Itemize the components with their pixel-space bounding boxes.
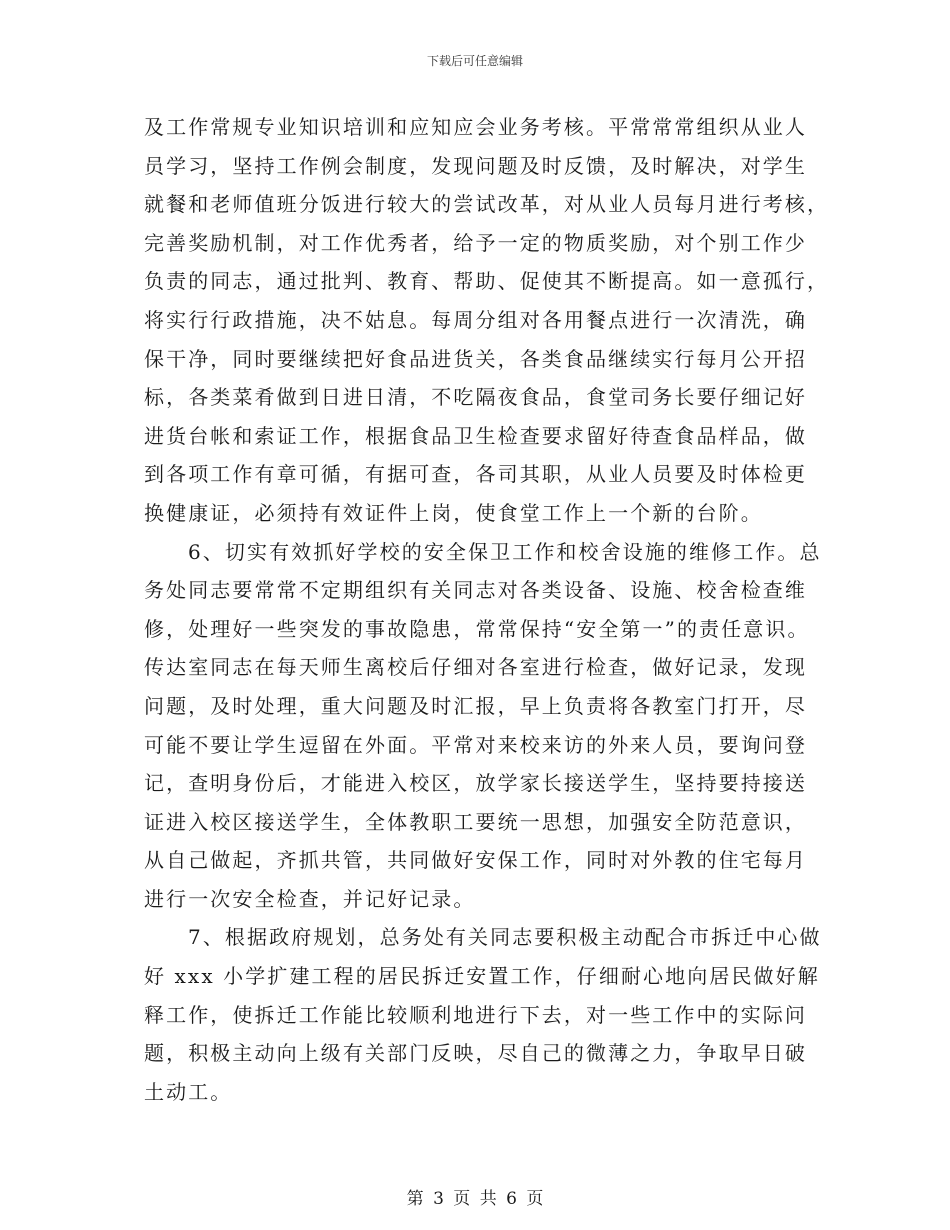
text-line: 负责的同志，通过批判、教育、帮助、促使其不断提高。如一意孤行，	[144, 269, 830, 294]
text-line: 问题，及时处理，重大问题及时汇报，早上负责将各教室门打开，尽	[144, 693, 807, 718]
text-line: 务处同志要常常不定期组织有关同志对各类设备、设施、校舍检查维	[144, 578, 807, 603]
text-line: 土动工。	[144, 1079, 233, 1104]
text-line: 进行一次安全检查，并记好记录。	[144, 886, 476, 911]
paragraph-7-start: 7、根据政府规划，总务处有关同志要积极主动配合市拆迁中心做	[188, 925, 822, 950]
text-line: 进货台帐和索证工作，根据食品卫生检查要求留好待查食品样品，做	[144, 423, 807, 448]
text-line: 从自己做起，齐抓共管，共同做好安保工作，同时对外教的住宅每月	[144, 848, 807, 873]
text-line: 标，各类菜肴做到日进日清，不吃隔夜食品，食堂司务长要仔细记好	[144, 385, 807, 410]
text-line: 可能不要让学生逗留在外面。平常对来校来访的外来人员，要询问登	[144, 732, 807, 757]
text-line: 释工作，使拆迁工作能比较顺利地进行下去，对一些工作中的实际问	[144, 1002, 807, 1027]
text-line: 题，积极主动向上级有关部门反映，尽自己的微薄之力，争取早日破	[144, 1041, 807, 1066]
text-line: 传达室同志在每天师生离校后仔细对各室进行检查，做好记录，发现	[144, 655, 807, 680]
text-line: 好 xxx 小学扩建工程的居民拆迁安置工作，仔细耐心地向居民做好解	[144, 964, 820, 989]
text-line: 保干净，同时要继续把好食品进货关，各类食品继续实行每月公开招	[144, 346, 807, 371]
text-line: 完善奖励机制，对工作优秀者，给予一定的物质奖励，对个别工作少	[144, 230, 807, 255]
text-line: 就餐和老师值班分饭进行较大的尝试改革，对从业人员每月进行考核，	[144, 192, 830, 217]
text-line: 将实行行政措施，决不姑息。每周分组对各用餐点进行一次清洗，确	[144, 307, 807, 332]
document-body	[144, 108, 830, 1111]
text-line: 到各项工作有章可循，有据可查，各司其职，从业人员要及时体检更	[144, 462, 807, 487]
text-line: 记，查明身份后，才能进入校区，放学家长接送学生，坚持要持接送	[144, 771, 807, 796]
text-line: 员学习，坚持工作例会制度，发现问题及时反馈，及时解决，对学生	[144, 153, 807, 178]
page-header-note: 下载后可任意编辑	[426, 54, 523, 68]
page-number-footer: 第 3 页 共 6 页	[406, 1189, 544, 1209]
paragraph-6-start: 6、切实有效抓好学校的安全保卫工作和校舍设施的维修工作。总	[188, 539, 822, 564]
text-line: 证进入校区接送学生，全体教职工要统一思想，加强安全防范意识，	[144, 809, 807, 834]
text-line: 修，处理好一些突发的事故隐患，常常保持“安全第一”的责任意识。	[144, 616, 810, 641]
text-line: 及工作常规专业知识培训和应知应会业务考核。平常常常组织从业人	[144, 115, 807, 139]
text-line: 换健康证，必须持有效证件上岗，使食堂工作上一个新的台阶。	[144, 500, 763, 525]
